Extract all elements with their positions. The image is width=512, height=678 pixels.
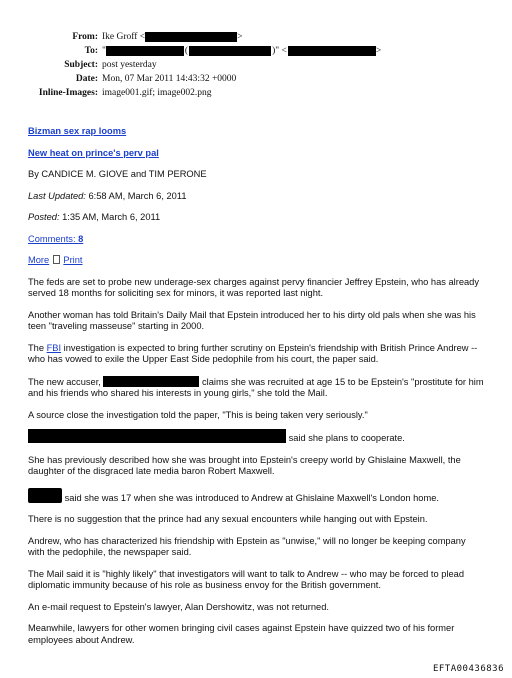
paragraph: The feds are set to probe new underage-sex charges against pervy financier Jeffrey Epstein, who has already served 18 months for soliciting sex for minors, it was reported last night. [28, 276, 479, 298]
paragraph: The Mail said it is "highly likely" that investigators will want to talk to Andrew -- who may be forced to plead diplomatic immunity because of his role as business envoy for the British government. [28, 568, 465, 590]
paragraph [28, 376, 484, 400]
paragraph [28, 488, 484, 505]
comments-count: 8 [78, 233, 84, 244]
paragraph: She has previously described how she was brought into Epstein's creepy world by Ghislaine Maxwell, the daughter of the disgraced late media baron Robert Maxwell. [28, 454, 461, 476]
date-row [0, 72, 512, 86]
date-value: Mon, 07 Mar 2011 14:43:32 +0000 [102, 74, 237, 84]
redaction-block [103, 376, 199, 387]
paragraph: A source close the investigation told the paper, "This is being taken very seriously." [28, 409, 368, 420]
text: claims she was recruited at age 15 to be Epstein's "prostitute for him and his friends who shared his interests in young girls," she told the Mail. [28, 376, 484, 398]
subject-value: post yesterday [102, 60, 157, 70]
subject-row [0, 58, 512, 72]
to-paren: ( [184, 46, 189, 56]
paragraph: An e-mail request to Epstein's lawyer, Alan Dershowitz, was not returned. [28, 601, 329, 612]
subheadline-link[interactable]: New heat on prince's perv pal [28, 147, 159, 158]
date-label: Date: [75, 74, 98, 84]
paragraph: There is no suggestion that the prince had any sexual encounters while hanging out with Epstein. [28, 514, 428, 524]
paragraph: Another woman has told Britain's Daily Mail that Epstein introduced her to his dirty old pals when she was his teen "traveling masseuse" starting in 2000. [28, 309, 476, 331]
from-label: From: [72, 32, 98, 42]
redaction-block [106, 46, 184, 56]
text: investigation is expected to bring further scrutiny on Epstein's friendship with British Prince Andrew -- who has vowed to exile the Upper East Side pedophile from his court, the paper said. [28, 342, 478, 364]
headline-link[interactable]: Bizman sex rap looms [28, 126, 127, 136]
paragraph [28, 343, 484, 366]
inline-images-label: Inline-Images: [38, 88, 98, 98]
posted-value: 1:35 AM, March 6, 2011 [62, 212, 161, 222]
redaction-block [189, 46, 271, 56]
fbi-link[interactable]: FBI [46, 342, 62, 353]
text: The [28, 342, 47, 353]
byline: By CANDICE M. GIOVE and TIM PERONE [28, 169, 207, 179]
posted-label: Posted: [28, 212, 60, 222]
redaction-block [145, 32, 237, 42]
article-body [28, 126, 484, 656]
subject-label: Subject: [64, 60, 98, 70]
to-prefix: " [102, 46, 106, 56]
to-mid: )" < [272, 46, 287, 56]
last-updated-label: Last Updated: [28, 190, 86, 201]
paragraph: Meanwhile, lawyers for other women bringing civil cases against Epstein have quizzed two of his former employees about Andrew. [28, 623, 455, 645]
redaction-block [28, 429, 286, 443]
comments-link[interactable] [28, 234, 83, 244]
text: The new accuser, [28, 376, 104, 387]
to-row [0, 44, 512, 58]
from-row [0, 30, 512, 44]
to-suffix: > [375, 46, 382, 56]
from-value: Ike Groff < [102, 32, 146, 42]
paragraph [28, 429, 484, 445]
posted [28, 212, 484, 224]
inline-images-row [0, 86, 512, 100]
comments-label: Comments: [28, 233, 76, 244]
paragraph: Andrew, who has characterized his friendship with Epstein as "unwise," will no longer be keeping company with the pedophile, the newspaper said. [28, 535, 466, 557]
redaction-block [288, 46, 376, 56]
share-row [28, 255, 484, 267]
more-link[interactable]: More [28, 255, 50, 265]
email-header [0, 30, 512, 100]
inline-images-value: image001.gif; image002.png [102, 88, 212, 98]
to-label: To: [84, 46, 98, 56]
redaction-block [28, 488, 62, 503]
print-icon [53, 255, 60, 264]
print-link[interactable]: Print [63, 255, 83, 265]
last-updated [28, 191, 484, 203]
text: said she plans to cooperate. [286, 433, 405, 443]
last-updated-value: 6:58 AM, March 6, 2011 [88, 190, 187, 201]
text: said she was 17 when she was introduced to Andrew at Ghislaine Maxwell's London home. [62, 492, 439, 503]
from-suffix: > [237, 32, 243, 42]
document-id: EFTA00436836 [432, 664, 504, 674]
